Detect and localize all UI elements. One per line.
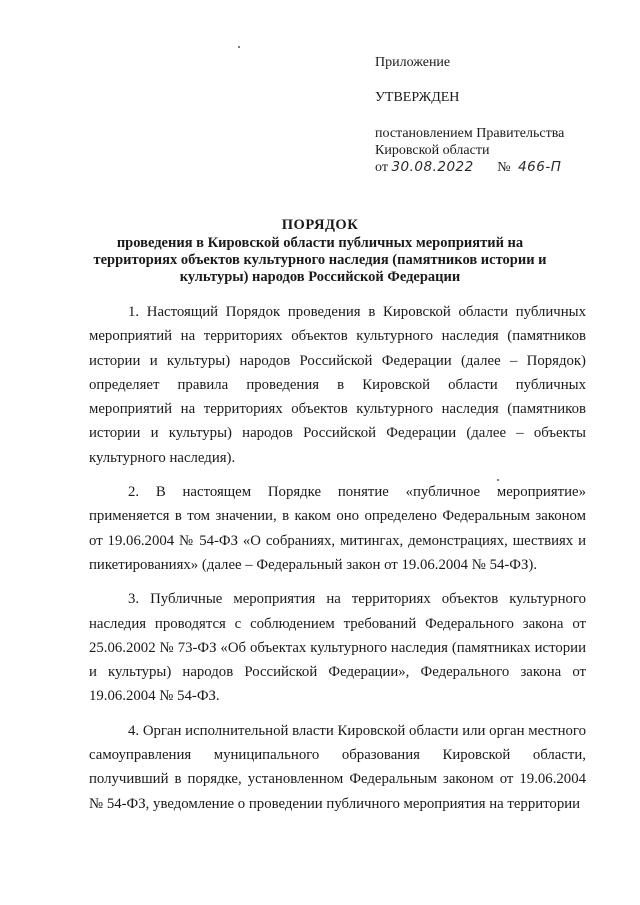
decree-date-number xyxy=(375,159,625,176)
number-prefix: № xyxy=(497,160,511,175)
decree-line-2: Кировской области xyxy=(375,143,490,158)
approved-label: УТВЕРЖДЕН xyxy=(375,90,460,105)
title-main: ПОРЯДОК xyxy=(281,217,359,233)
document-body xyxy=(89,300,586,816)
handwritten-number: 466-П xyxy=(518,159,562,175)
paragraph-3: 3. Публичные мероприятия на территориях объектов культурного наследия проводятся с соблюдением требований Федерального закона от 25.06.2002 № 73-ФЗ «Об объектах культурного наследия (памятниках истории и культуры) народов Российской Федерации», Федерального закона от 19.06.2004 № 54-ФЗ. xyxy=(89,591,586,705)
paragraph-1: 1. Настоящий Порядок проведения в Кировской области публичных мероприятий на территориях объектов культурного наследия (памятников истории и культуры) народов Российской Федерации (далее – Порядок) определяет правила проведения в Кировской области публичных мероприятий на территориях объектов культурного наследия (памятников истории и культуры) народов Российской Федерации (далее – объекты культурного наследия). xyxy=(89,304,586,466)
appendix-label: Приложение xyxy=(375,55,451,70)
title-subtitle: проведения в Кировской области публичных мероприятий на территориях объектов культурного наследия (памятников истории и культуры) народов Российской Федерации xyxy=(93,235,547,285)
document-title xyxy=(90,217,550,286)
scan-speck xyxy=(497,479,499,481)
paragraph-4: 4. Орган исполнительной власти Кировской области или орган местного самоуправления муниципального образования Кировской области, получивший в порядке, установленном Федеральным законом от 19.06.2004 № 54-ФЗ, уведомление о проведении публичного мероприятия на территории xyxy=(89,722,586,812)
scan-speck xyxy=(238,46,240,48)
approval-header xyxy=(375,54,625,176)
paragraph-2: 2. В настоящем Порядке понятие «публичное мероприятие» применяется в том значении, в каком оно определено Федеральным законом от 19.06.2004 № 54-ФЗ «О собраниях, митингах, демонстрациях, шествиях и пикетированиях» (далее – Федеральный закон от 19.06.2004 № 54-ФЗ). xyxy=(89,484,586,573)
handwritten-date: 30.08.2022 xyxy=(391,159,474,175)
date-prefix: от xyxy=(375,160,388,175)
decree-line-1: постановлением Правительства xyxy=(375,126,565,141)
